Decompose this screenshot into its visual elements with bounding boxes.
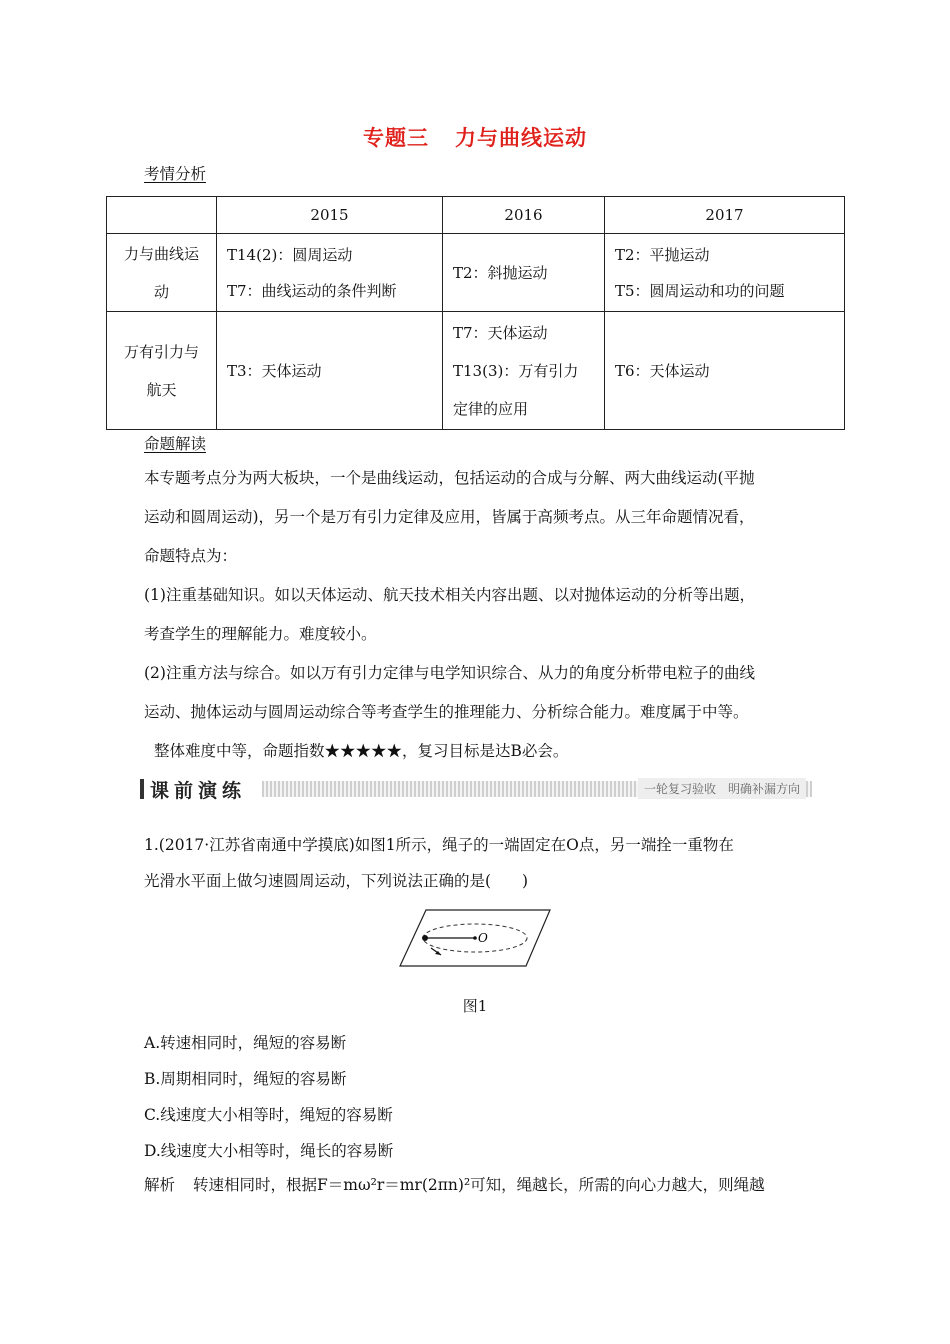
banner-title: 课前演练 xyxy=(150,780,247,802)
table-cell xyxy=(217,234,443,312)
banner-accent-bar xyxy=(140,779,144,799)
paragraph-line: (1)注重基础知识。如以天体运动、航天技术相关内容出题、以对抛体运动的分析等出题， xyxy=(144,586,755,604)
paragraph-line: 考查学生的理解能力。难度较小。 xyxy=(144,625,377,643)
cell-line: T14(2)：圆周运动 xyxy=(227,245,353,264)
option-d[interactable]: D.线速度大小相等时，绳长的容易断 xyxy=(144,1142,394,1160)
paragraph-line xyxy=(144,732,814,771)
table-cell xyxy=(443,234,605,312)
center-point xyxy=(473,936,477,940)
banner-tags xyxy=(638,778,806,799)
table-row xyxy=(107,312,845,430)
cell-line: T7：曲线运动的条件判断 xyxy=(227,281,397,300)
title-topic-number: 专题三 xyxy=(363,126,429,150)
row-head-line: 动 xyxy=(153,282,169,301)
analysis-text: 转速相同时，根据F＝mω²r＝mr(2πn)²可知，绳越长，所需的向心力越大，则绳越 xyxy=(193,1176,765,1194)
table-header-row xyxy=(107,197,845,234)
title-topic-name: 力与曲线运动 xyxy=(455,126,587,150)
section-heading-kaoqing: 考情分析 xyxy=(144,165,207,183)
paragraph-line: 运动和圆周运动)，另一个是万有引力定律及应用，皆属于高频考点。从三年命题情况看， xyxy=(144,508,755,526)
difficulty-stars: ★★★★★ xyxy=(324,742,403,760)
cell-line: 定律的应用 xyxy=(453,399,529,418)
question-line: 1.(2017·江苏省南通中学摸底)如图1所示，绳子的一端固定在O点，另一端拴一重物在 xyxy=(144,836,734,854)
option-b[interactable]: B.周期相同时，绳短的容易断 xyxy=(144,1070,347,1088)
paragraph-line: 命题特点为： xyxy=(144,547,238,565)
cell-line: T2：平抛运动 xyxy=(615,245,710,264)
question-line: 光滑水平面上做匀速圆周运动，下列说法正确的是( ) xyxy=(144,872,529,890)
figure-svg xyxy=(398,908,554,970)
table-header-year: 2016 xyxy=(443,197,605,234)
cell-line: T7：天体运动 xyxy=(453,323,548,342)
figure-caption: 图1 xyxy=(462,997,488,1015)
table-cell xyxy=(605,312,845,430)
row-head-line: 力与曲线运 xyxy=(123,244,199,263)
table-cell xyxy=(217,312,443,430)
review-goal-text: ，复习目标是达B必会。 xyxy=(402,742,569,760)
paragraph-line: (2)注重方法与综合。如以万有引力定律与电学知识综合、从力的角度分析带电粒子的曲线 xyxy=(144,664,755,682)
section-heading-mingti: 命题解读 xyxy=(144,435,207,453)
table-cell xyxy=(443,312,605,430)
cell-line: T2：斜抛运动 xyxy=(453,263,548,282)
banner-tag: 一轮复习验收 xyxy=(643,782,716,796)
analysis-label: 解析 xyxy=(144,1176,176,1194)
cell-line: T3：天体运动 xyxy=(227,361,322,380)
banner-tag: 明确补漏方向 xyxy=(727,782,800,796)
table-header-year: 2015 xyxy=(217,197,443,234)
page-title xyxy=(0,122,950,152)
exam-analysis-table xyxy=(106,196,845,430)
row-head xyxy=(107,312,217,430)
table-header-blank xyxy=(107,197,217,234)
paragraph-line: 本专题考点分为两大板块，一个是曲线运动，包括运动的合成与分解、两大曲线运动(平抛 xyxy=(144,469,755,487)
table-cell xyxy=(605,234,845,312)
analysis-line xyxy=(144,1173,765,1195)
table-row xyxy=(107,234,845,312)
row-head xyxy=(107,234,217,312)
cell-line: T13(3)：万有引力 xyxy=(453,361,579,380)
difficulty-text: 整体难度中等，命题指数 xyxy=(154,742,325,760)
row-head-line: 航天 xyxy=(146,380,177,399)
option-c[interactable]: C.线速度大小相等时，绳短的容易断 xyxy=(144,1106,393,1124)
section-banner xyxy=(140,777,812,801)
question-stem xyxy=(144,827,814,899)
paragraph-line: 运动、抛体运动与圆周运动综合等考查学生的推理能力、分析综合能力。难度属于中等。 xyxy=(144,703,749,721)
table-header-year: 2017 xyxy=(605,197,845,234)
option-a[interactable]: A.转速相同时，绳短的容易断 xyxy=(144,1034,347,1052)
interpretation-paragraph xyxy=(144,459,814,771)
cell-line: T6：天体运动 xyxy=(615,361,710,380)
figure-circular-motion xyxy=(398,908,554,974)
center-label: O xyxy=(478,931,488,945)
cell-line: T5：圆周运动和功的问题 xyxy=(615,281,785,300)
row-head-line: 万有引力与 xyxy=(123,342,199,361)
